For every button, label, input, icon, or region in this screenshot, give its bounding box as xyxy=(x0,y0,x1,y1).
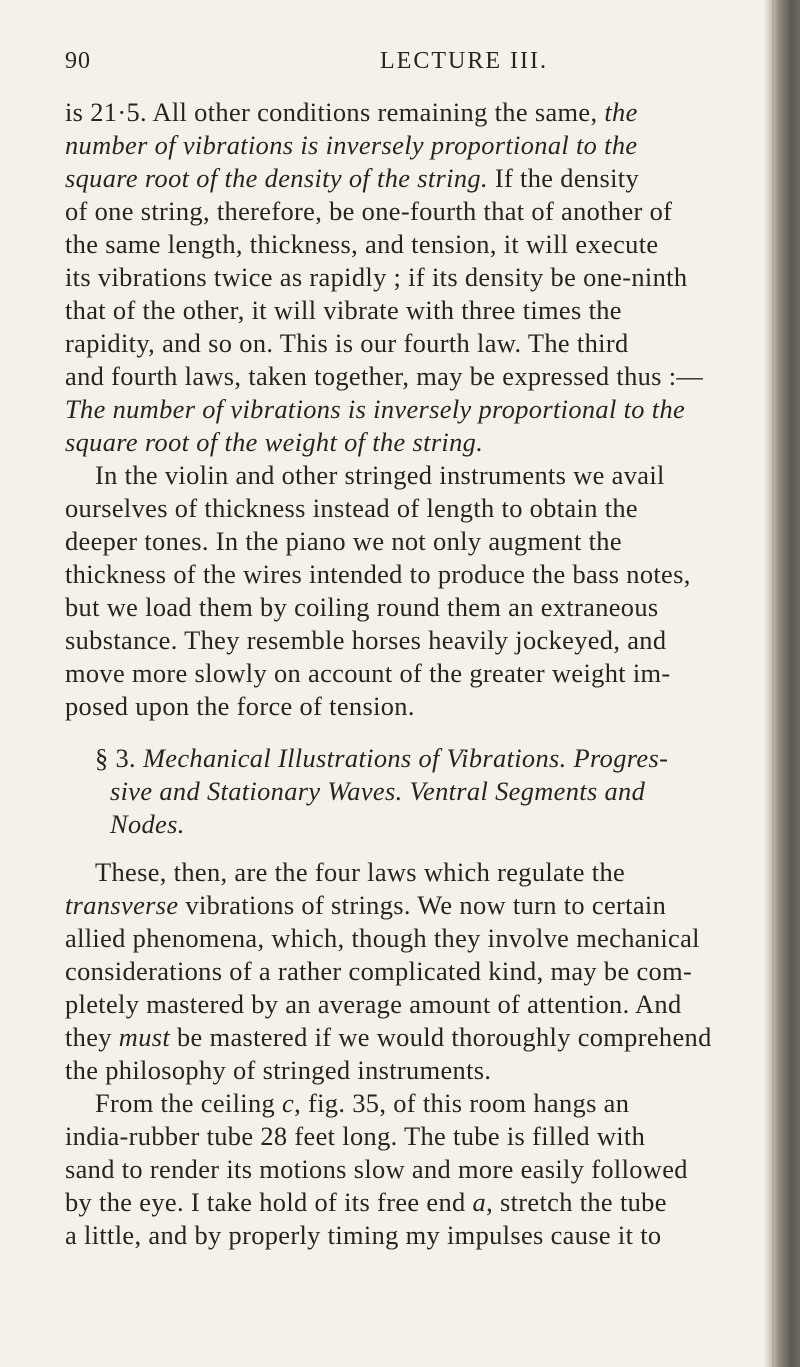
text-line: of one string, therefore, be one-fourth that of another of xyxy=(65,196,673,226)
text-line: the philosophy of stringed instruments. xyxy=(65,1055,492,1085)
text-line: is 21·5. All other conditions remaining the same, the xyxy=(65,97,638,127)
italic-text: sive and Stationary Waves. Ventral Segments and xyxy=(110,776,646,806)
text-line: deeper tones. In the piano we not only augment the xyxy=(65,526,622,556)
text-line: pletely mastered by an average amount of attention. And xyxy=(65,989,682,1019)
running-header xyxy=(65,48,735,84)
text-line: move more slowly on account of the greater weight im- xyxy=(65,658,671,688)
text-line: sand to render its motions slow and more easily followed xyxy=(65,1154,688,1184)
section-heading-line xyxy=(65,808,765,841)
italic-text: number of vibrations is inversely proportional to the xyxy=(65,130,638,160)
italic-text: The number of vibrations is inversely proportional to the xyxy=(65,394,686,424)
text-line: posed upon the force of tension. xyxy=(65,691,415,721)
page-number: 90 xyxy=(65,48,91,74)
italic-text: must xyxy=(118,1022,171,1052)
body-text xyxy=(65,96,765,1252)
text-line: square root of the density of the string. If the density xyxy=(65,163,639,193)
section-heading-line: § 3. Mechanical Illustrations of Vibrations. Progres- xyxy=(95,743,669,773)
italic-text: square root of the weight of the string. xyxy=(65,427,484,457)
text-line: substance. They resemble horses heavily jockeyed, and xyxy=(65,625,667,655)
text-line: considerations of a rather complicated kind, may be com- xyxy=(65,956,693,986)
italic-text: Mechanical Illustrations of Vibrations. Progres- xyxy=(142,743,669,773)
text-line: but we load them by coiling round them an extraneous xyxy=(65,592,659,622)
italic-text: c xyxy=(282,1088,295,1118)
text-line xyxy=(65,426,765,459)
italic-text: Nodes. xyxy=(110,809,185,839)
text-line: allied phenomena, which, though they involve mechanical xyxy=(65,923,700,953)
text-line: that of the other, it will vibrate with three times the xyxy=(65,295,622,325)
text-line xyxy=(65,129,765,162)
text-line: thickness of the wires intended to produce the bass notes, xyxy=(65,559,691,589)
text-line: In the violin and other stringed instruments we avail xyxy=(95,460,665,490)
text-line: transverse vibrations of strings. We now turn to certain xyxy=(65,890,667,920)
text-line: ourselves of thickness instead of length to obtain the xyxy=(65,493,638,523)
text-line: the same length, thickness, and tension, it will execute xyxy=(65,229,659,259)
italic-text: transverse xyxy=(65,890,179,920)
text-line: a little, and by properly timing my impulses cause it to xyxy=(65,1220,662,1250)
text-line: by the eye. I take hold of its free end a, stretch the tube xyxy=(65,1187,667,1217)
italic-text: a xyxy=(472,1187,487,1217)
text-line: india-rubber tube 28 feet long. The tube is filled with xyxy=(65,1121,646,1151)
text-line: rapidity, and so on. This is our fourth law. The third xyxy=(65,328,629,358)
text-line: These, then, are the four laws which regulate the xyxy=(95,857,626,887)
italic-text: square root of the density of the string. xyxy=(65,163,488,193)
text-line xyxy=(65,393,765,426)
section-heading-line xyxy=(65,775,765,808)
book-gutter-shadow xyxy=(764,0,800,1367)
text-line: its vibrations twice as rapidly ; if its density be one-ninth xyxy=(65,262,688,292)
running-title: LECTURE III. xyxy=(380,48,548,74)
text-line: and fourth laws, taken together, may be expressed thus :— xyxy=(65,361,704,391)
text-line: they must be mastered if we would thoroughly comprehend xyxy=(65,1022,712,1052)
italic-text: the xyxy=(604,97,638,127)
text-line: From the ceiling c, fig. 35, of this room hangs an xyxy=(95,1088,630,1118)
